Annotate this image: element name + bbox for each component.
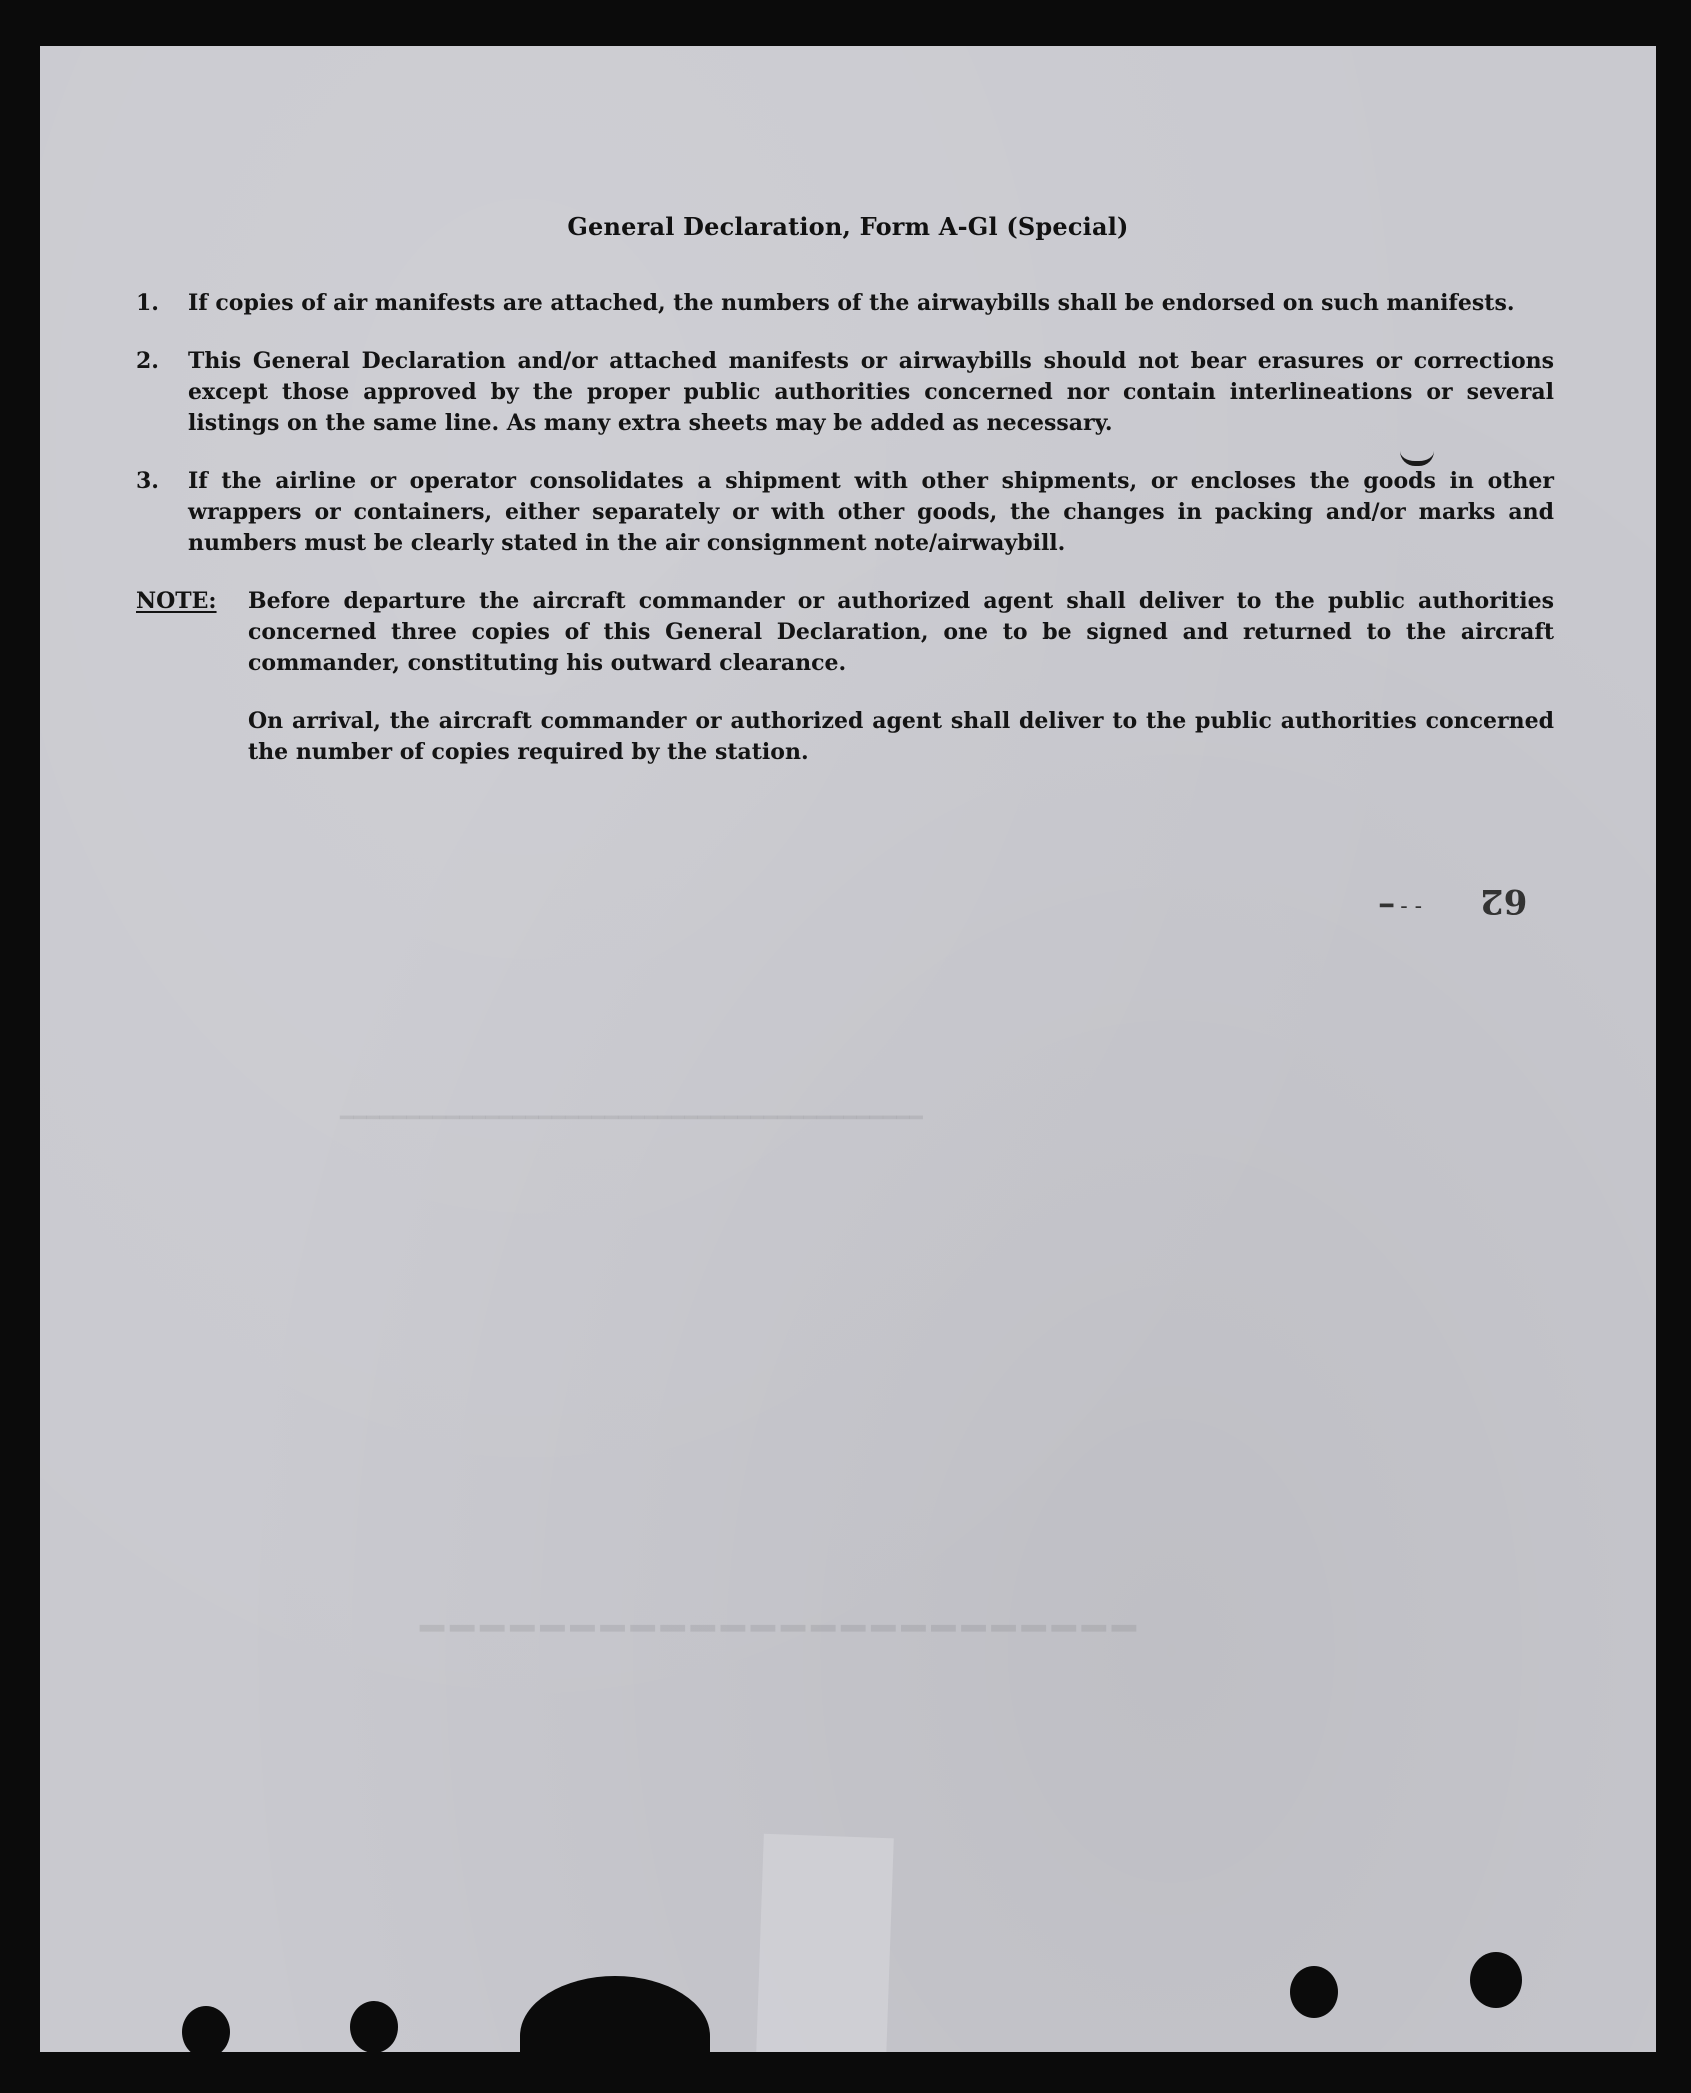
punch-hole [182,2006,230,2052]
item-number: 3. [136,468,159,494]
punch-hole [1290,1966,1338,2018]
item-text: If copies of air manifests are attached, the numbers of the airwaybills shall be endorsed on such manifests. [188,290,1515,316]
document-paper [40,46,1656,2052]
item-number: 2. [136,348,159,374]
note-label: NOTE: [136,588,217,614]
note-block [136,706,1554,768]
note-paragraph: Before departure the aircraft commander or authorized agent shall deliver to the public authorities concerned three copies of this General Declaration, one to be signed and returned to the aircraft commander, constituting his outward clearance. [248,588,1554,676]
list-item [136,288,1554,319]
list-item [136,346,1554,439]
punch-hole [520,1976,710,2052]
note-paragraph: On arrival, the aircraft commander or authorized agent shall deliver to the public authorities concerned the number of copies required by the station. [248,708,1554,765]
bleed-through-text: ━━━━━━━━━━━━━━━━━━━━━━━━━━━━━━━━━━━━━━━━━━━━ [340,1106,923,1131]
pen-tick-mark [1400,451,1434,466]
item-text: This General Declaration and/or attached manifests or airwaybills should not bear erasures or corrections except those approved by the proper public authorities concerned nor contain interlineations or several listings on the same line. As many extra sheets may be added as necessary. [188,348,1554,436]
item-number: 1. [136,290,159,316]
item-text: If the airline or operator consolidates a shipment with other shipments, or encloses the goods in other wrappers or containers, either separately or with other goods, the changes in packing and/or marks and numbers must be clearly stated in the air consignment note/airwaybill. [188,468,1554,556]
list-item [136,466,1554,559]
tape-residue [756,1834,894,2052]
margin-dash: ━ ‑ ‑ [1380,894,1423,919]
handwritten-page-number: 62 [1480,881,1528,921]
page-title: General Declaration, Form A-Gl (Special) [567,212,1129,241]
punch-hole [1470,1952,1522,2008]
punch-hole [350,2001,398,2052]
note-block [136,586,1554,679]
bleed-through-text: ━━━━━━━━━━━━━━━━━━━━━━━━ [420,1606,1142,1652]
